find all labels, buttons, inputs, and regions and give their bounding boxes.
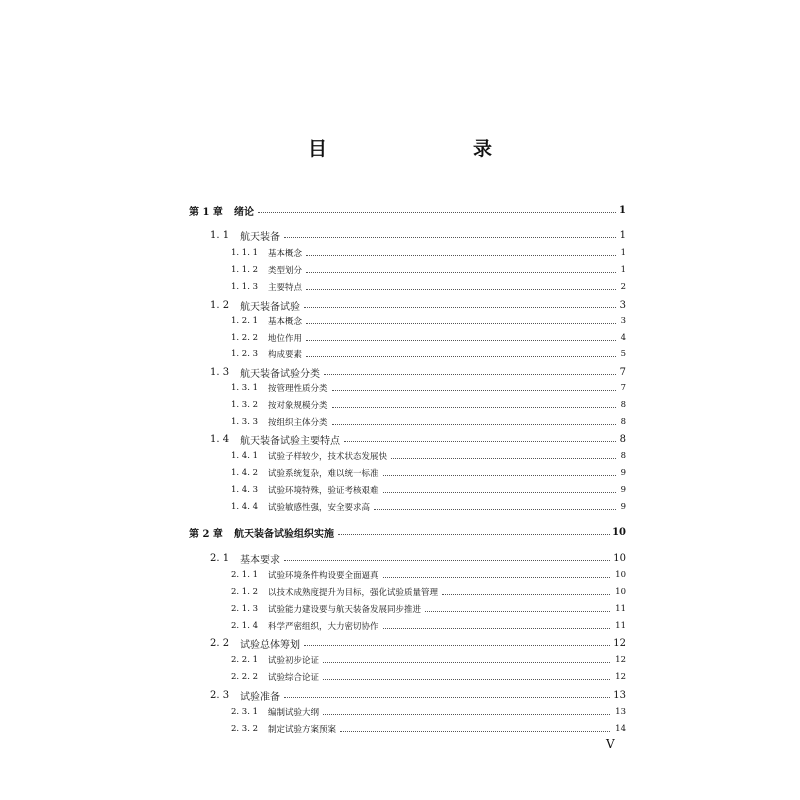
- toc-entry-title: 科学严密组织，大力密切协作: [268, 622, 379, 632]
- leader-dots: [284, 559, 610, 561]
- leader-dots: [344, 440, 616, 442]
- toc-entry-page: 11: [615, 621, 626, 631]
- toc-entry-number: 1. 2. 1: [231, 316, 259, 326]
- toc-entry-page: 13: [615, 707, 626, 717]
- toc-entry[interactable]: [0, 202, 800, 218]
- toc-entry-title: 按对象规模分类: [268, 401, 328, 411]
- toc-entry-page: 3: [619, 299, 626, 311]
- leader-dots: [332, 423, 616, 425]
- leader-dots: [324, 373, 616, 375]
- toc-entry-page: 1: [620, 265, 626, 275]
- toc-entry-page: 12: [613, 637, 626, 649]
- leader-dots: [374, 508, 616, 510]
- toc-entry-title: 基本概念: [268, 317, 303, 327]
- toc-entry-number: 1. 1: [210, 229, 230, 241]
- toc-entry-page: 14: [615, 724, 626, 734]
- toc-entry[interactable]: [0, 380, 800, 396]
- toc-entry-title: 以技术成熟度提升为目标，强化试验质量管理: [268, 588, 439, 598]
- leader-dots: [284, 236, 616, 238]
- leader-dots: [306, 322, 616, 324]
- leader-dots: [442, 593, 610, 595]
- toc-entry-page: 4: [620, 333, 626, 343]
- toc-entry-title: 按管理性质分类: [268, 384, 328, 394]
- toc-entry[interactable]: [0, 524, 800, 540]
- leader-dots: [284, 696, 610, 698]
- toc-entry-number: 2. 3. 1: [231, 707, 259, 717]
- toc-entry-title: 试验综合论证: [268, 673, 320, 683]
- toc-entry-title: 航天装备: [240, 231, 280, 243]
- toc-entry-page: 1: [619, 229, 626, 241]
- toc-entry[interactable]: [0, 297, 800, 313]
- toc-entry-number: 1. 3. 1: [231, 383, 259, 393]
- leader-dots: [306, 254, 616, 256]
- toc-entry-page: 9: [620, 502, 626, 512]
- toc-entry-title: 基本要求: [240, 554, 280, 566]
- toc-entry-title: 航天装备试验组织实施: [234, 528, 334, 540]
- toc-entry[interactable]: [0, 448, 800, 464]
- leader-dots: [338, 533, 610, 535]
- toc-entry-number: 1. 4. 1: [231, 451, 259, 461]
- toc-entry-title: 航天装备试验分类: [240, 368, 320, 380]
- toc-entry-title: 按组织主体分类: [268, 418, 328, 428]
- page-title: 目 录: [307, 138, 528, 160]
- leader-dots: [306, 355, 616, 357]
- toc-entry-title: 类型划分: [268, 266, 303, 276]
- toc-entry[interactable]: [0, 669, 800, 685]
- toc-entry-page: 13: [613, 689, 626, 701]
- toc-entry-title: 试验环境条件构设要全面逼真: [268, 571, 379, 581]
- toc-entry-number: 1. 2. 3: [231, 349, 259, 359]
- toc-entry-page: 3: [620, 316, 626, 326]
- toc-entry-page: 12: [615, 672, 626, 682]
- toc-entry-page: 11: [615, 604, 626, 614]
- toc-entry-title: 基本概念: [268, 249, 303, 259]
- toc-entry-page: 9: [620, 468, 626, 478]
- toc-entry-page: 8: [620, 451, 626, 461]
- toc-entry[interactable]: [0, 687, 800, 703]
- leader-dots: [383, 491, 616, 493]
- toc-entry-title: 试验总体筹划: [240, 639, 300, 651]
- leader-dots: [332, 389, 616, 391]
- leader-dots: [332, 406, 616, 408]
- toc-entry-title: 航天装备试验主要特点: [240, 435, 340, 447]
- toc-entry-title: 编制试验大纲: [268, 708, 320, 718]
- toc-entry-title: 主要特点: [268, 283, 303, 293]
- leader-dots: [340, 730, 610, 732]
- toc-entry[interactable]: [0, 330, 800, 346]
- toc-entry[interactable]: [0, 364, 800, 380]
- toc-entry-number: 2. 2: [210, 637, 230, 649]
- toc-entry-title: 试验系统复杂，难以统一标准: [268, 469, 379, 479]
- toc-entry-number: 1. 3. 3: [231, 417, 259, 427]
- toc-entry-title: 试验子样较少，技术状态发展快: [268, 452, 388, 462]
- toc-entry-page: 7: [619, 366, 626, 378]
- leader-dots: [306, 339, 616, 341]
- toc-entry[interactable]: [0, 262, 800, 278]
- toc-entry-number: 1. 4. 4: [231, 502, 259, 512]
- toc-entry-page: 9: [620, 485, 626, 495]
- toc-entry[interactable]: [0, 245, 800, 261]
- toc-entry-page: 2: [620, 282, 626, 292]
- toc-entry-page: 8: [620, 417, 626, 427]
- toc-entry-page: 1: [619, 204, 626, 216]
- toc-entry-page: 1: [620, 248, 626, 258]
- leader-dots: [425, 610, 610, 612]
- toc-entry-title: 制定试验方案预案: [268, 725, 337, 735]
- toc-entry-number: 1. 2. 2: [231, 333, 259, 343]
- leader-dots: [391, 457, 616, 459]
- toc-entry-number: 1. 4. 3: [231, 485, 259, 495]
- toc-entry[interactable]: [0, 346, 800, 362]
- toc-entry[interactable]: [0, 721, 800, 737]
- toc-entry-number: 1. 4: [210, 433, 230, 445]
- toc-entry-title: 试验准备: [240, 691, 280, 703]
- page-folio: V: [606, 737, 615, 751]
- toc-entry-title: 绪论: [234, 206, 254, 218]
- toc-entry[interactable]: [0, 499, 800, 515]
- toc-entry[interactable]: [0, 431, 800, 447]
- toc-entry-page: 10: [613, 552, 626, 564]
- leader-dots: [323, 713, 610, 715]
- toc-entry-page: 8: [619, 433, 626, 445]
- toc-entry-title: 试验初步论证: [268, 656, 320, 666]
- leader-dots: [306, 271, 616, 273]
- toc-entry-page: 10: [615, 570, 626, 580]
- toc-entry[interactable]: [0, 227, 800, 243]
- toc-entry-number: 2. 3: [210, 689, 230, 701]
- toc-entry-number: 1. 2: [210, 299, 230, 311]
- toc-entry[interactable]: [0, 313, 800, 329]
- toc-entry[interactable]: [0, 465, 800, 481]
- toc-entry[interactable]: [0, 601, 800, 617]
- toc-entry-number: 2. 2. 2: [231, 672, 259, 682]
- toc-entry[interactable]: [0, 397, 800, 413]
- toc-entry-number: 第 1 章: [189, 206, 223, 218]
- toc-entry-page: 10: [615, 587, 626, 597]
- toc-entry[interactable]: [0, 550, 800, 566]
- toc-entry-number: 1. 1. 3: [231, 282, 259, 292]
- toc-entry-page: 8: [620, 400, 626, 410]
- toc-entry-number: 2. 1. 1: [231, 570, 259, 580]
- toc-entry-page: 10: [612, 526, 626, 538]
- toc-entry-title: 试验敏感性强，安全要求高: [268, 503, 371, 513]
- toc-entry-number: 2. 1. 2: [231, 587, 259, 597]
- toc-entry-page: 12: [615, 655, 626, 665]
- toc-entry-number: 1. 1. 1: [231, 248, 259, 258]
- toc-entry-number: 2. 1. 3: [231, 604, 259, 614]
- leader-dots: [383, 576, 610, 578]
- toc-entry-number: 第 2 章: [189, 528, 223, 540]
- leader-dots: [383, 627, 610, 629]
- toc-entry-number: 2. 1. 4: [231, 621, 259, 631]
- toc-entry-title: 航天装备试验: [240, 301, 300, 313]
- toc-entry[interactable]: [0, 279, 800, 295]
- toc-entry-number: 2. 1: [210, 552, 230, 564]
- toc-entry-number: 1. 1. 2: [231, 265, 259, 275]
- leader-dots: [304, 644, 610, 646]
- toc-entry[interactable]: [0, 635, 800, 651]
- toc-entry[interactable]: [0, 584, 800, 600]
- toc-entry-title: 地位作用: [268, 334, 303, 344]
- toc-entry[interactable]: [0, 704, 800, 720]
- leader-dots: [304, 306, 616, 308]
- toc-entry[interactable]: [0, 618, 800, 634]
- toc-entry[interactable]: [0, 414, 800, 430]
- toc-entry-number: 1. 4. 2: [231, 468, 259, 478]
- leader-dots: [383, 474, 616, 476]
- toc-entry-number: 2. 2. 1: [231, 655, 259, 665]
- toc-entry-page: 7: [620, 383, 626, 393]
- toc-entry-title: 试验环境特殊，验证考核艰难: [268, 486, 379, 496]
- toc-entry[interactable]: [0, 652, 800, 668]
- toc-entry[interactable]: [0, 482, 800, 498]
- toc-entry-number: 1. 3: [210, 366, 230, 378]
- leader-dots: [323, 661, 610, 663]
- leader-dots: [258, 211, 616, 213]
- toc-entry[interactable]: [0, 567, 800, 583]
- toc-entry-page: 5: [620, 349, 626, 359]
- leader-dots: [306, 288, 616, 290]
- toc-entry-title: 构成要素: [268, 350, 303, 360]
- leader-dots: [323, 678, 610, 680]
- toc-entry-number: 1. 3. 2: [231, 400, 259, 410]
- toc-entry-number: 2. 3. 2: [231, 724, 259, 734]
- toc-entry-title: 试验能力建设要与航天装备发展同步推进: [268, 605, 422, 615]
